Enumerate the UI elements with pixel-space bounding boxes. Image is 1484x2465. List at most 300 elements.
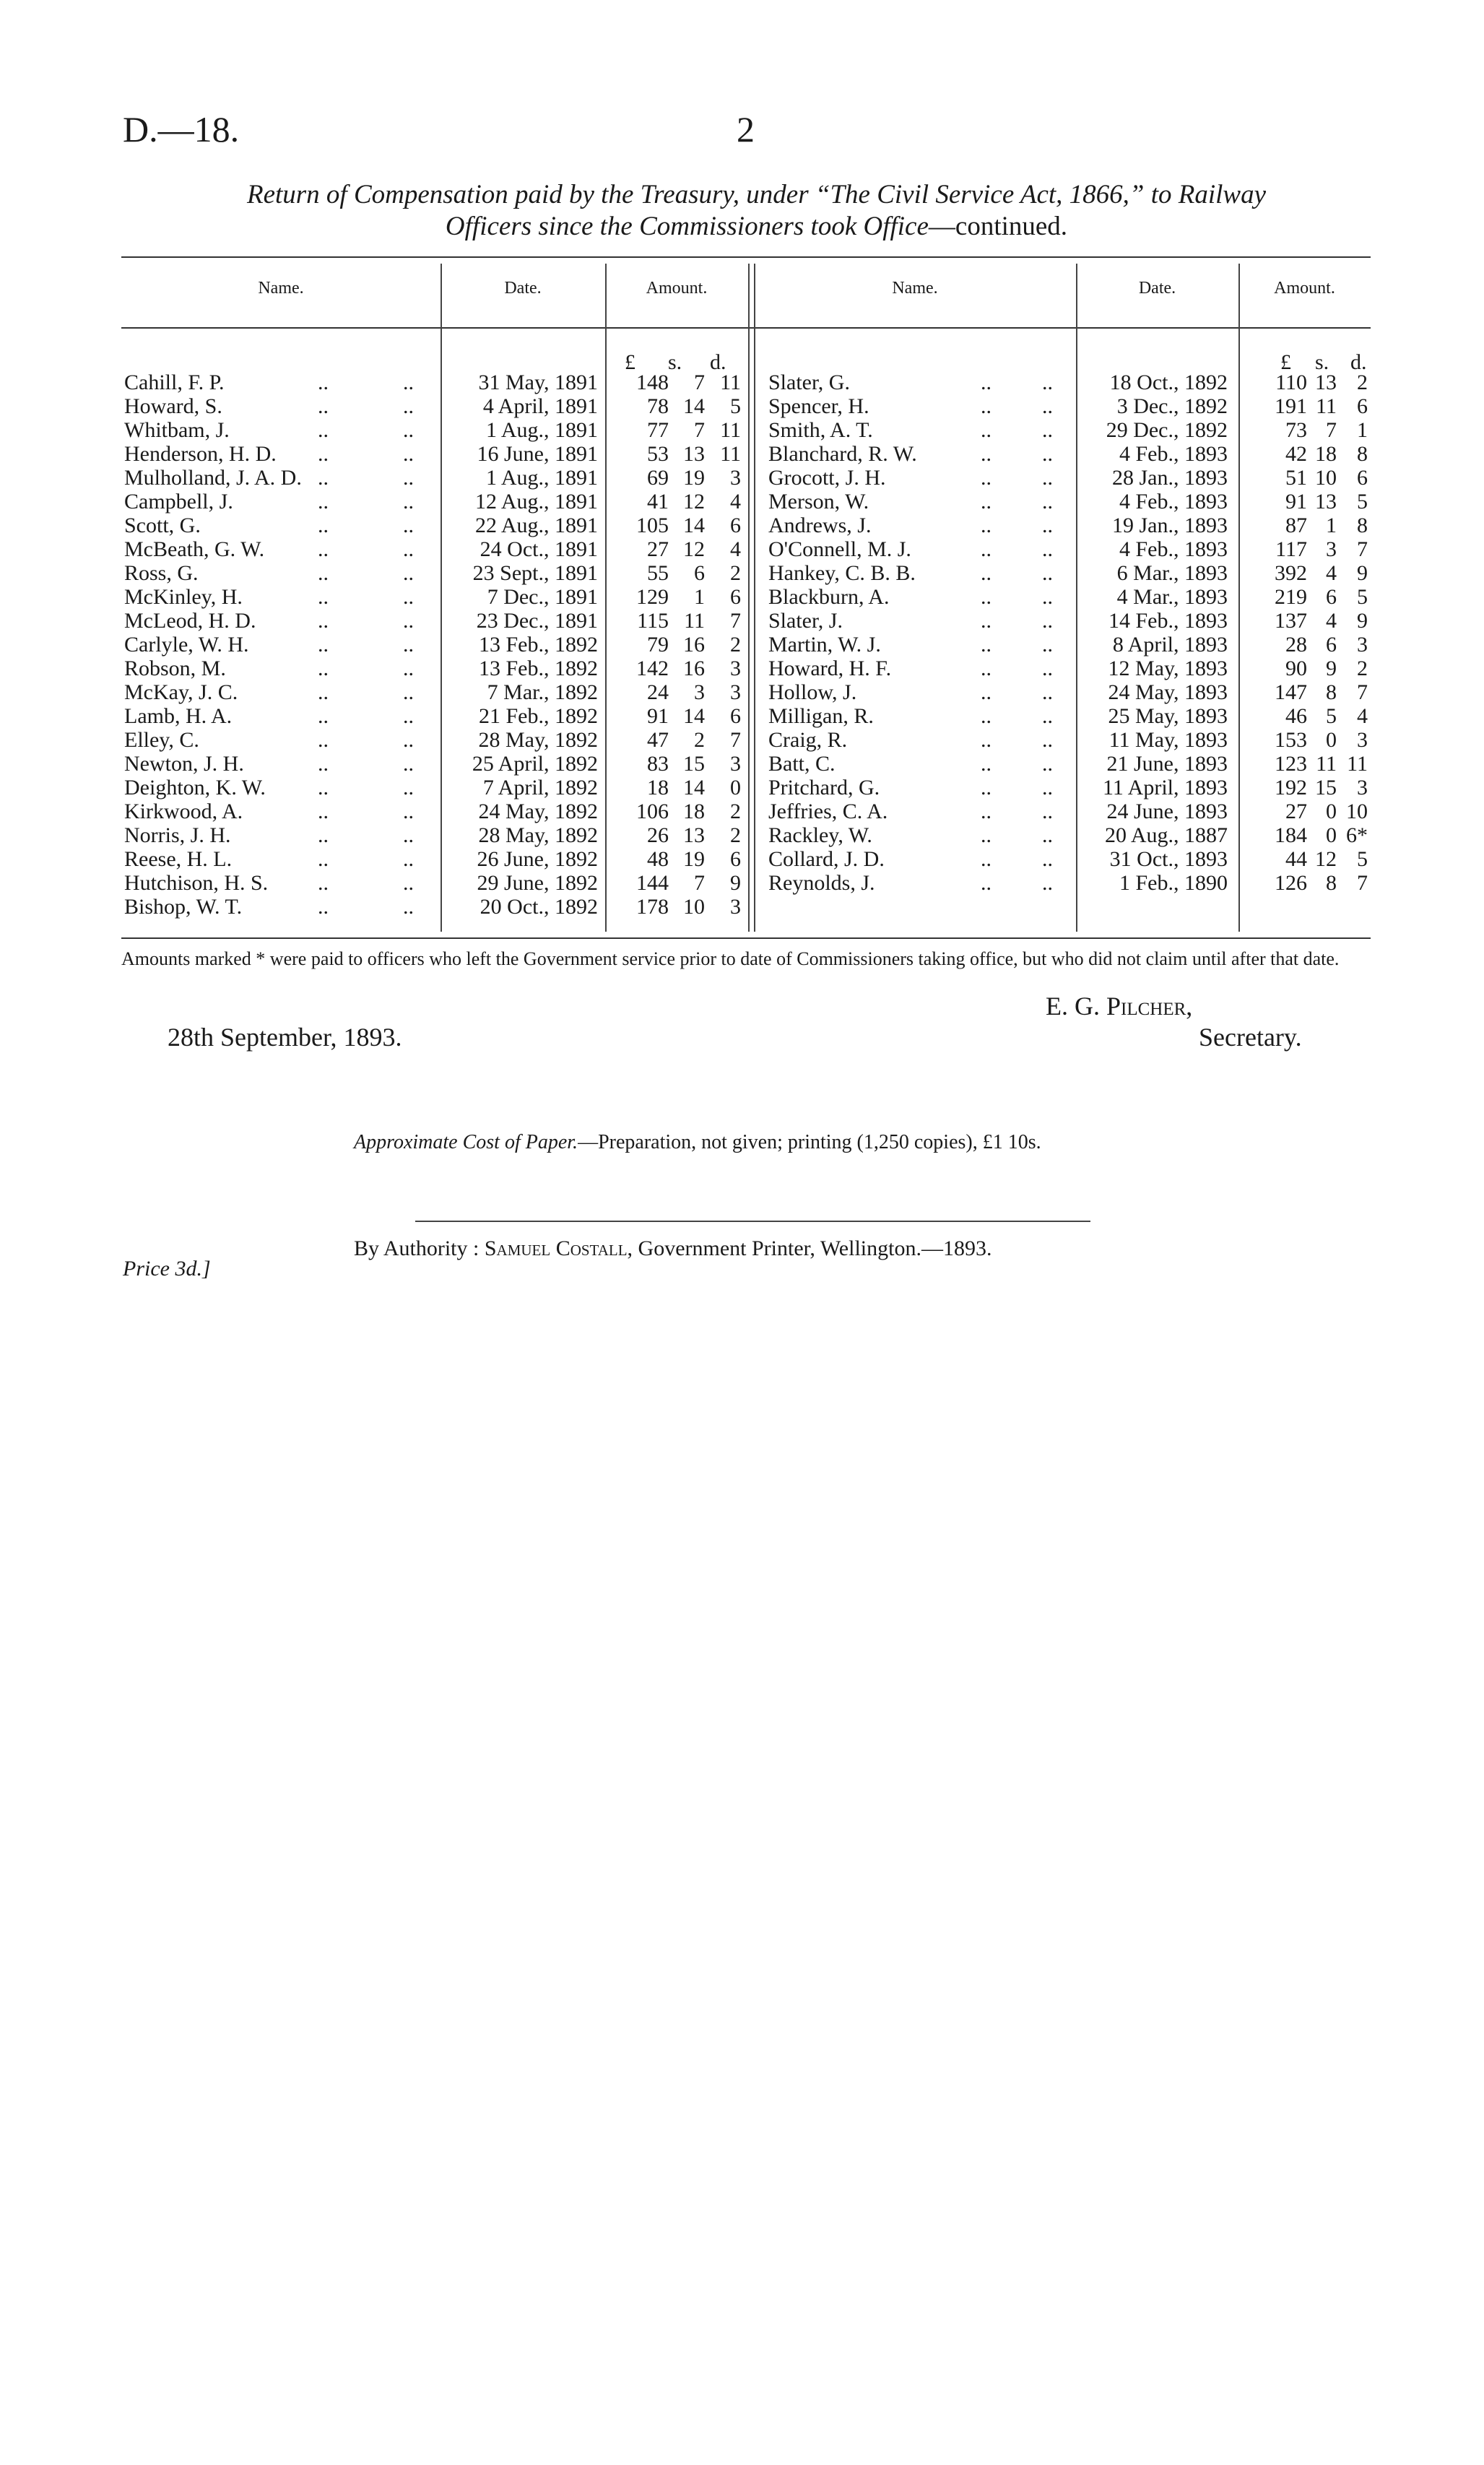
row-name: Howard, S. xyxy=(124,394,222,418)
row-pence: 2 xyxy=(730,633,741,657)
row-date: 4 Feb., 1893 xyxy=(1119,490,1228,514)
row-leader: .. xyxy=(981,871,991,895)
row-shillings: 19 xyxy=(683,847,705,871)
row-date: 12 Aug., 1891 xyxy=(474,490,598,514)
row-leader: .. xyxy=(403,680,414,704)
authority-suffix: , Government Printer, Wellington.—1893. xyxy=(627,1236,992,1260)
row-pounds: 44 xyxy=(1285,847,1307,871)
row-pence: 4 xyxy=(1357,704,1368,728)
page-number: 2 xyxy=(737,109,755,150)
row-pence: 3 xyxy=(730,657,741,680)
row-name: McKay, J. C. xyxy=(124,680,238,704)
row-shillings: 14 xyxy=(683,704,705,728)
row-pounds: 27 xyxy=(647,537,669,561)
row-leader: .. xyxy=(403,466,414,490)
row-date: 20 Aug., 1887 xyxy=(1104,823,1228,847)
row-leader: .. xyxy=(1042,418,1053,442)
row-leader: .. xyxy=(318,585,329,609)
row-leader: .. xyxy=(981,585,991,609)
row-pounds: 126 xyxy=(1275,871,1307,895)
row-pounds: 24 xyxy=(647,680,669,704)
row-pounds: 78 xyxy=(647,394,669,418)
row-leader: .. xyxy=(318,394,329,418)
row-name: McBeath, G. W. xyxy=(124,537,265,561)
row-pounds: 192 xyxy=(1275,776,1307,800)
row-leader: .. xyxy=(403,537,414,561)
column-rule xyxy=(1076,264,1077,932)
row-leader: .. xyxy=(318,561,329,585)
row-pence: 7 xyxy=(730,609,741,633)
row-date: 14 Feb., 1893 xyxy=(1108,609,1228,633)
row-name: Martin, W. J. xyxy=(768,633,881,657)
row-leader: .. xyxy=(318,800,329,823)
row-shillings: 8 xyxy=(1326,680,1337,704)
row-date: 24 Oct., 1891 xyxy=(480,537,598,561)
row-date: 7 Mar., 1892 xyxy=(487,680,598,704)
row-shillings: 12 xyxy=(683,490,705,514)
unit-pence: d. xyxy=(1350,350,1367,374)
header-amount-right: Amount. xyxy=(1274,279,1335,298)
row-pence: 3 xyxy=(730,895,741,919)
row-pounds: 18 xyxy=(647,776,669,800)
row-date: 21 Feb., 1892 xyxy=(479,704,598,728)
cost-text: —Preparation, not given; printing (1,250 copies), £1 10s. xyxy=(578,1131,1041,1153)
row-leader: .. xyxy=(318,371,329,394)
column-rule xyxy=(605,264,607,932)
row-pence: 9 xyxy=(1357,609,1368,633)
row-shillings: 7 xyxy=(1326,418,1337,442)
row-pence: 11 xyxy=(1347,752,1368,776)
row-name: Jeffries, C. A. xyxy=(768,800,888,823)
row-shillings: 16 xyxy=(683,633,705,657)
table-title xyxy=(119,179,1394,243)
column-rule xyxy=(1238,264,1240,932)
row-leader: .. xyxy=(1042,442,1053,466)
row-shillings: 12 xyxy=(1315,847,1337,871)
cost-label: Approximate Cost of Paper. xyxy=(354,1131,578,1153)
row-leader: .. xyxy=(318,537,329,561)
column-rule xyxy=(748,264,750,932)
title-line-2-italic: Officers since the Commissioners took Office xyxy=(445,212,929,241)
unit-shillings: s. xyxy=(668,350,682,374)
row-shillings: 14 xyxy=(683,514,705,537)
row-leader: .. xyxy=(981,537,991,561)
row-name: Carlyle, W. H. xyxy=(124,633,249,657)
row-leader: .. xyxy=(981,847,991,871)
row-pence: 9 xyxy=(730,871,741,895)
row-leader: .. xyxy=(403,776,414,800)
row-date: 1 Feb., 1890 xyxy=(1119,871,1228,895)
row-name: O'Connell, M. J. xyxy=(768,537,911,561)
row-leader: .. xyxy=(1042,847,1053,871)
row-name: Pritchard, G. xyxy=(768,776,880,800)
row-leader: .. xyxy=(981,561,991,585)
title-line-2-suffix: —continued. xyxy=(928,212,1068,241)
header-name-left: Name. xyxy=(258,279,304,298)
row-date: 24 May, 1892 xyxy=(478,800,598,823)
row-pence: 2 xyxy=(1357,657,1368,680)
row-date: 22 Aug., 1891 xyxy=(474,514,598,537)
row-pounds: 123 xyxy=(1275,752,1307,776)
row-date: 11 May, 1893 xyxy=(1108,728,1228,752)
table-bottom-rule xyxy=(121,937,1371,939)
row-leader: .. xyxy=(981,823,991,847)
row-name: Hollow, J. xyxy=(768,680,857,704)
row-leader: .. xyxy=(981,776,991,800)
unit-pounds: £ xyxy=(625,350,635,374)
row-pence: 7 xyxy=(1357,680,1368,704)
row-leader: .. xyxy=(981,418,991,442)
row-pence: 8 xyxy=(1357,442,1368,466)
row-pounds: 129 xyxy=(636,585,669,609)
row-name: Deighton, K. W. xyxy=(124,776,266,800)
row-date: 21 June, 1893 xyxy=(1106,752,1228,776)
row-pence: 0 xyxy=(730,776,741,800)
price: Price 3d.] xyxy=(123,1257,211,1281)
row-date: 31 May, 1891 xyxy=(478,371,598,394)
row-date: 28 May, 1892 xyxy=(478,728,598,752)
row-leader: .. xyxy=(1042,561,1053,585)
row-shillings: 9 xyxy=(1326,657,1337,680)
row-leader: .. xyxy=(403,871,414,895)
row-name: Collard, J. D. xyxy=(768,847,885,871)
row-date: 4 April, 1891 xyxy=(482,394,598,418)
row-pounds: 47 xyxy=(647,728,669,752)
document-reference: D.—18. xyxy=(123,109,240,150)
row-name: Milligan, R. xyxy=(768,704,874,728)
row-pence: 3 xyxy=(1357,776,1368,800)
row-pounds: 51 xyxy=(1285,466,1307,490)
row-pence: 10 xyxy=(1346,800,1368,823)
row-leader: .. xyxy=(318,490,329,514)
row-leader: .. xyxy=(403,704,414,728)
row-pounds: 28 xyxy=(1285,633,1307,657)
row-shillings: 5 xyxy=(1326,704,1337,728)
row-leader: .. xyxy=(318,823,329,847)
row-date: 1 Aug., 1891 xyxy=(485,466,598,490)
row-leader: .. xyxy=(403,490,414,514)
row-pounds: 27 xyxy=(1285,800,1307,823)
row-pounds: 219 xyxy=(1275,585,1307,609)
row-leader: .. xyxy=(1042,728,1053,752)
row-pence: 2 xyxy=(730,561,741,585)
row-name: Slater, J. xyxy=(768,609,843,633)
row-pence: 3 xyxy=(730,466,741,490)
row-leader: .. xyxy=(318,466,329,490)
row-shillings: 0 xyxy=(1326,823,1337,847)
row-date: 23 Dec., 1891 xyxy=(476,609,598,633)
row-pounds: 392 xyxy=(1275,561,1307,585)
row-leader: .. xyxy=(318,871,329,895)
row-pence: 7 xyxy=(1357,537,1368,561)
row-name: Lamb, H. A. xyxy=(124,704,233,728)
row-leader: .. xyxy=(1042,490,1053,514)
row-leader: .. xyxy=(403,633,414,657)
row-shillings: 13 xyxy=(1315,490,1337,514)
row-pounds: 41 xyxy=(647,490,669,514)
row-leader: .. xyxy=(1042,609,1053,633)
row-leader: .. xyxy=(1042,394,1053,418)
row-leader: .. xyxy=(1042,537,1053,561)
compensation-table xyxy=(121,256,1371,939)
row-leader: .. xyxy=(403,561,414,585)
row-date: 6 Mar., 1893 xyxy=(1116,561,1228,585)
row-date: 13 Feb., 1892 xyxy=(479,657,598,680)
row-pounds: 147 xyxy=(1275,680,1307,704)
row-shillings: 11 xyxy=(1316,394,1337,418)
row-pounds: 142 xyxy=(636,657,669,680)
row-leader: .. xyxy=(318,704,329,728)
footnote: Amounts marked * were paid to officers who left the Government service prior to date of Commissioners taking office, but who did not claim until after that date. xyxy=(121,948,1340,969)
row-pence: 7 xyxy=(1357,871,1368,895)
row-shillings: 14 xyxy=(683,776,705,800)
row-date: 25 May, 1893 xyxy=(1108,704,1228,728)
date-line: 28th September, 1893. xyxy=(168,1023,402,1052)
row-pounds: 137 xyxy=(1275,609,1307,633)
unit-shillings: s. xyxy=(1315,350,1329,374)
row-pence: 1 xyxy=(1357,418,1368,442)
row-leader: .. xyxy=(981,752,991,776)
row-shillings: 1 xyxy=(1326,514,1337,537)
header-date-right: Date. xyxy=(1138,279,1176,298)
row-shillings: 19 xyxy=(683,466,705,490)
row-pounds: 26 xyxy=(647,823,669,847)
row-name: Spencer, H. xyxy=(768,394,869,418)
row-shillings: 12 xyxy=(683,537,705,561)
row-leader: .. xyxy=(1042,680,1053,704)
column-rule xyxy=(754,264,755,932)
row-pence: 6 xyxy=(730,514,741,537)
row-name: Newton, J. H. xyxy=(124,752,244,776)
row-pounds: 117 xyxy=(1275,537,1307,561)
row-pence: 6* xyxy=(1346,823,1368,847)
row-name: Henderson, H. D. xyxy=(124,442,277,466)
row-name: Smith, A. T. xyxy=(768,418,873,442)
row-leader: .. xyxy=(1042,371,1053,394)
row-leader: .. xyxy=(1042,800,1053,823)
row-leader: .. xyxy=(403,514,414,537)
row-leader: .. xyxy=(403,371,414,394)
row-shillings: 18 xyxy=(1315,442,1337,466)
row-leader: .. xyxy=(981,466,991,490)
row-date: 19 Jan., 1893 xyxy=(1112,514,1228,537)
column-rule xyxy=(441,264,442,932)
row-shillings: 4 xyxy=(1326,561,1337,585)
row-pounds: 55 xyxy=(647,561,669,585)
row-date: 4 Mar., 1893 xyxy=(1116,585,1228,609)
row-shillings: 2 xyxy=(694,728,705,752)
row-shillings: 7 xyxy=(694,418,705,442)
row-leader: .. xyxy=(1042,704,1053,728)
printer-name: Samuel Costall xyxy=(484,1236,628,1260)
row-pence: 11 xyxy=(720,442,741,466)
row-leader: .. xyxy=(1042,823,1053,847)
row-date: 3 Dec., 1892 xyxy=(1116,394,1228,418)
row-leader: .. xyxy=(318,657,329,680)
row-shillings: 7 xyxy=(694,871,705,895)
row-name: McLeod, H. D. xyxy=(124,609,256,633)
row-shillings: 10 xyxy=(1315,466,1337,490)
row-leader: .. xyxy=(981,442,991,466)
row-leader: .. xyxy=(403,728,414,752)
row-date: 20 Oct., 1892 xyxy=(480,895,598,919)
row-pounds: 110 xyxy=(1275,371,1307,394)
row-name: Merson, W. xyxy=(768,490,869,514)
row-pence: 11 xyxy=(720,418,741,442)
row-pence: 5 xyxy=(730,394,741,418)
row-pounds: 83 xyxy=(647,752,669,776)
row-shillings: 16 xyxy=(683,657,705,680)
row-leader: .. xyxy=(981,657,991,680)
row-pence: 2 xyxy=(1357,371,1368,394)
row-shillings: 1 xyxy=(694,585,705,609)
row-name: Reynolds, J. xyxy=(768,871,875,895)
row-pence: 3 xyxy=(730,680,741,704)
row-shillings: 4 xyxy=(1326,609,1337,633)
row-leader: .. xyxy=(981,371,991,394)
row-name: Ross, G. xyxy=(124,561,199,585)
row-name: Reese, H. L. xyxy=(124,847,233,871)
row-date: 28 May, 1892 xyxy=(478,823,598,847)
row-name: Craig, R. xyxy=(768,728,848,752)
row-date: 29 June, 1892 xyxy=(477,871,598,895)
row-leader: .. xyxy=(318,418,329,442)
row-pounds: 191 xyxy=(1275,394,1307,418)
row-leader: .. xyxy=(981,490,991,514)
row-leader: .. xyxy=(318,633,329,657)
row-date: 18 Oct., 1892 xyxy=(1109,371,1228,394)
row-shillings: 13 xyxy=(683,442,705,466)
row-pence: 6 xyxy=(1357,466,1368,490)
row-shillings: 14 xyxy=(683,394,705,418)
authority-rule xyxy=(415,1221,1090,1222)
signatory-name: E. G. Pilcher, xyxy=(1046,992,1193,1021)
row-leader: .. xyxy=(403,895,414,919)
row-leader: .. xyxy=(981,394,991,418)
row-pounds: 87 xyxy=(1285,514,1307,537)
row-date: 1 Aug., 1891 xyxy=(485,418,598,442)
row-pounds: 77 xyxy=(647,418,669,442)
row-leader: .. xyxy=(318,752,329,776)
row-leader: .. xyxy=(403,585,414,609)
row-leader: .. xyxy=(403,823,414,847)
row-date: 12 May, 1893 xyxy=(1108,657,1228,680)
row-pounds: 91 xyxy=(1285,490,1307,514)
row-name: Elley, C. xyxy=(124,728,199,752)
row-pounds: 79 xyxy=(647,633,669,657)
row-leader: .. xyxy=(1042,585,1053,609)
row-name: Robson, M. xyxy=(124,657,226,680)
row-date: 13 Feb., 1892 xyxy=(479,633,598,657)
row-date: 4 Feb., 1893 xyxy=(1119,442,1228,466)
row-leader: .. xyxy=(318,514,329,537)
row-name: Slater, G. xyxy=(768,371,850,394)
row-shillings: 6 xyxy=(1326,633,1337,657)
row-shillings: 15 xyxy=(1315,776,1337,800)
unit-pence: d. xyxy=(710,350,726,374)
row-pence: 5 xyxy=(1357,585,1368,609)
unit-pounds: £ xyxy=(1280,350,1291,374)
row-pence: 4 xyxy=(730,537,741,561)
authority-line xyxy=(354,1236,991,1261)
row-leader: .. xyxy=(318,776,329,800)
row-pounds: 105 xyxy=(636,514,669,537)
row-shillings: 18 xyxy=(683,800,705,823)
row-leader: .. xyxy=(403,657,414,680)
row-shillings: 6 xyxy=(1326,585,1337,609)
row-shillings: 11 xyxy=(1316,752,1337,776)
row-name: Andrews, J. xyxy=(768,514,872,537)
table-top-rule xyxy=(121,256,1371,258)
cost-note xyxy=(354,1131,1041,1154)
row-leader: .. xyxy=(981,680,991,704)
row-shillings: 0 xyxy=(1326,800,1337,823)
row-pounds: 90 xyxy=(1285,657,1307,680)
signatory-title: Secretary. xyxy=(1199,1023,1302,1052)
row-shillings: 11 xyxy=(684,609,705,633)
row-pence: 6 xyxy=(730,847,741,871)
row-pounds: 144 xyxy=(636,871,669,895)
row-shillings: 7 xyxy=(694,371,705,394)
row-name: Blackburn, A. xyxy=(768,585,890,609)
row-name: Hankey, C. B. B. xyxy=(768,561,916,585)
row-pounds: 73 xyxy=(1285,418,1307,442)
row-leader: .. xyxy=(1042,633,1053,657)
row-shillings: 3 xyxy=(694,680,705,704)
header-bottom-rule xyxy=(121,327,1371,329)
row-pence: 7 xyxy=(730,728,741,752)
row-leader: .. xyxy=(981,609,991,633)
row-pence: 5 xyxy=(1357,490,1368,514)
row-shillings: 6 xyxy=(694,561,705,585)
row-pence: 3 xyxy=(1357,728,1368,752)
row-leader: .. xyxy=(981,633,991,657)
row-pence: 2 xyxy=(730,823,741,847)
row-pence: 3 xyxy=(730,752,741,776)
row-shillings: 13 xyxy=(1315,371,1337,394)
row-pence: 6 xyxy=(730,585,741,609)
row-name: Campbell, J. xyxy=(124,490,233,514)
row-pence: 2 xyxy=(730,800,741,823)
row-leader: .. xyxy=(403,609,414,633)
row-shillings: 8 xyxy=(1326,871,1337,895)
row-name: Norris, J. H. xyxy=(124,823,231,847)
row-leader: .. xyxy=(981,704,991,728)
row-pence: 6 xyxy=(1357,394,1368,418)
title-line-2 xyxy=(119,211,1394,243)
row-leader: .. xyxy=(318,895,329,919)
row-shillings: 10 xyxy=(683,895,705,919)
row-name: Mulholland, J. A. D. xyxy=(124,466,302,490)
row-date: 26 June, 1892 xyxy=(477,847,598,871)
row-shillings: 0 xyxy=(1326,728,1337,752)
row-leader: .. xyxy=(403,394,414,418)
row-pounds: 153 xyxy=(1275,728,1307,752)
row-name: McKinley, H. xyxy=(124,585,243,609)
row-leader: .. xyxy=(981,514,991,537)
row-name: Bishop, W. T. xyxy=(124,895,243,919)
row-name: Grocott, J. H. xyxy=(768,466,886,490)
row-pounds: 53 xyxy=(647,442,669,466)
row-date: 28 Jan., 1893 xyxy=(1112,466,1228,490)
header-name-right: Name. xyxy=(892,279,938,298)
row-pounds: 184 xyxy=(1275,823,1307,847)
row-pounds: 178 xyxy=(636,895,669,919)
row-date: 24 June, 1893 xyxy=(1106,800,1228,823)
row-leader: .. xyxy=(318,609,329,633)
row-leader: .. xyxy=(318,680,329,704)
row-leader: .. xyxy=(981,800,991,823)
